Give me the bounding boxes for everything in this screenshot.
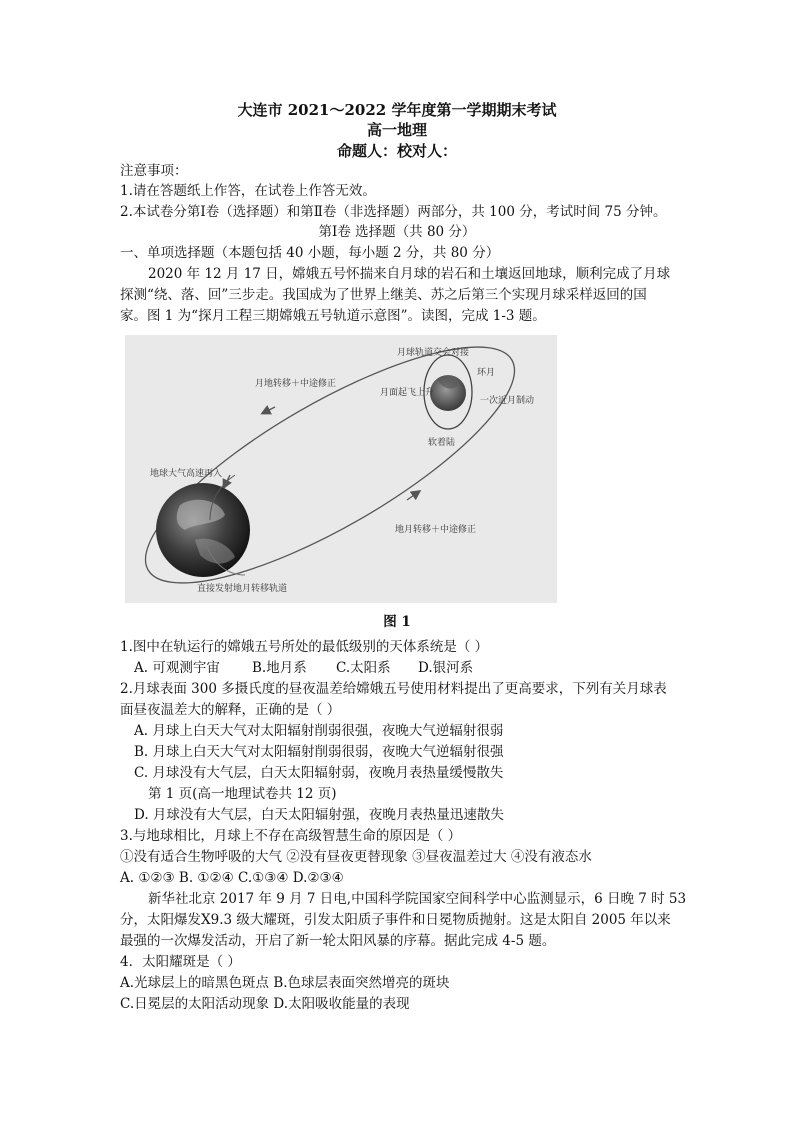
notes-item-1: 1.请在答题纸上作答，在试卷上作答无效。 [120,183,376,199]
label-moon-earth-transfer: 月地转移＋中途修正 [255,379,337,389]
q2-stem-2: 面昼夜温差大的解释，正确的是（ ） [120,702,341,718]
page-footer: 第 1 页(高一地理试卷共 12 页) [148,786,337,802]
label-docking: 月球轨道交会对接 [397,348,470,358]
passage2-line-3: 最强的一次爆发活动，开启了新一轮太阳风暴的序幕。据此完成 4-5 题。 [120,933,556,949]
orbit-diagram [125,335,557,603]
label-soft-landing: 软着陆 [428,438,456,448]
q4-stem: 4．太阳耀斑是（ ） [120,954,241,970]
exam-subject: 高一地理 [366,121,427,139]
figure-caption: 图 1 [383,614,411,630]
notes-heading: 注意事项： [120,163,188,179]
q3-options: A. ①②③ B. ①②④ C.①③④ D.②③④ [120,870,344,886]
q1-stem: 1.图中在轨运行的嫦娥五号所处的最低级别的天体系统是（ ） [120,639,489,655]
q1-option-d: D.银河系 [418,660,474,676]
passage2-line-2: 分，太阳爆发X9.3 级大耀斑，引发太阳质子事件和日冕物质抛射。这是太阳自 2005 年以来 [120,912,671,928]
q4-options-line-1: A.光球层上的暗黑色斑点 B.色球层表面突然增亮的斑块 [120,975,450,991]
q3-stem: 3.与地球相比，月球上不存在高级智慧生命的原因是（ ） [120,828,462,844]
q3-items: ①没有适合生物呼吸的大气 ②没有昼夜更替现象 ③昼夜温差过大 ④没有液态水 [120,849,592,865]
section-heading: 一、单项选择题（本题包括 40 小题，每小题 2 分，共 80 分） [120,245,500,261]
exam-title: 大连市 2021～2022 学年度第一学期期末考试 [237,101,557,119]
notes-item-2: 2.本试卷分第Ⅰ卷（选择题）和第Ⅱ卷（非选择题）两部分，共 100 分，考试时间 75 分钟。 [120,204,667,220]
label-lunar-orbit: 环月 [477,368,496,378]
q1-option-a: A. 可观测宇宙 [134,660,220,676]
q2-option-b: B. 月球上白天大气对太阳辐射削弱很弱，夜晚大气逆辐射很强 [134,744,504,760]
passage1-line-3: 家。图 1 为“探月工程三期嫦娥五号轨道示意图”。读图，完成 1-3 题。 [120,308,546,324]
q4-options-line-2: C.日冕层的太阳活动现象 D.太阳吸收能量的表现 [120,996,410,1012]
passage1-line-2: 探测“绕、落、回”三步走。我国成为了世界上继美、苏之后第三个实现月球采样返回的国 [120,287,647,303]
label-direct-launch: 直接发射地月转移轨道 [197,584,288,594]
label-ascent: 月面起飞上升 [380,388,435,398]
q2-option-c: C. 月球没有大气层，白天太阳辐射弱，夜晚月表热量缓慢散失 [134,765,504,781]
passage1-line-1: 2020 年 12 月 17 日，嫦娥五号怀揣来自月球的岩石和土壤返回地球，顺利完成了月球 [148,266,671,282]
q2-stem-1: 2.月球表面 300 多摄氏度的昼夜温差给嫦娥五号使用材料提出了更高要求，下列有关月球表 [120,681,667,697]
exam-authors: 命题人：校对人： [336,142,457,160]
q1-option-c: C.太阳系 [336,660,391,676]
q2-option-a: A. 月球上白天大气对太阳辐射削弱很强，夜晚大气逆辐射很弱 [134,723,504,739]
passage2-line-1: 新华社北京 2017 年 9 月 7 日电,中国科学院国家空间科学中心监测显示，6 日晚 7 时 53 [148,891,687,907]
q2-option-d: D. 月球没有大气层，白天太阳辐射强，夜晚月表热量迅速散失 [134,807,504,823]
label-brake: 一次近月制动 [480,396,535,406]
label-reentry: 地球大气高速再入 [150,469,223,479]
label-earth-moon-transfer: 地月转移＋中途修正 [395,525,477,535]
part1-heading: 第Ⅰ卷 选择题（共 80 分） [318,224,476,240]
q1-option-b: B.地月系 [252,660,307,676]
